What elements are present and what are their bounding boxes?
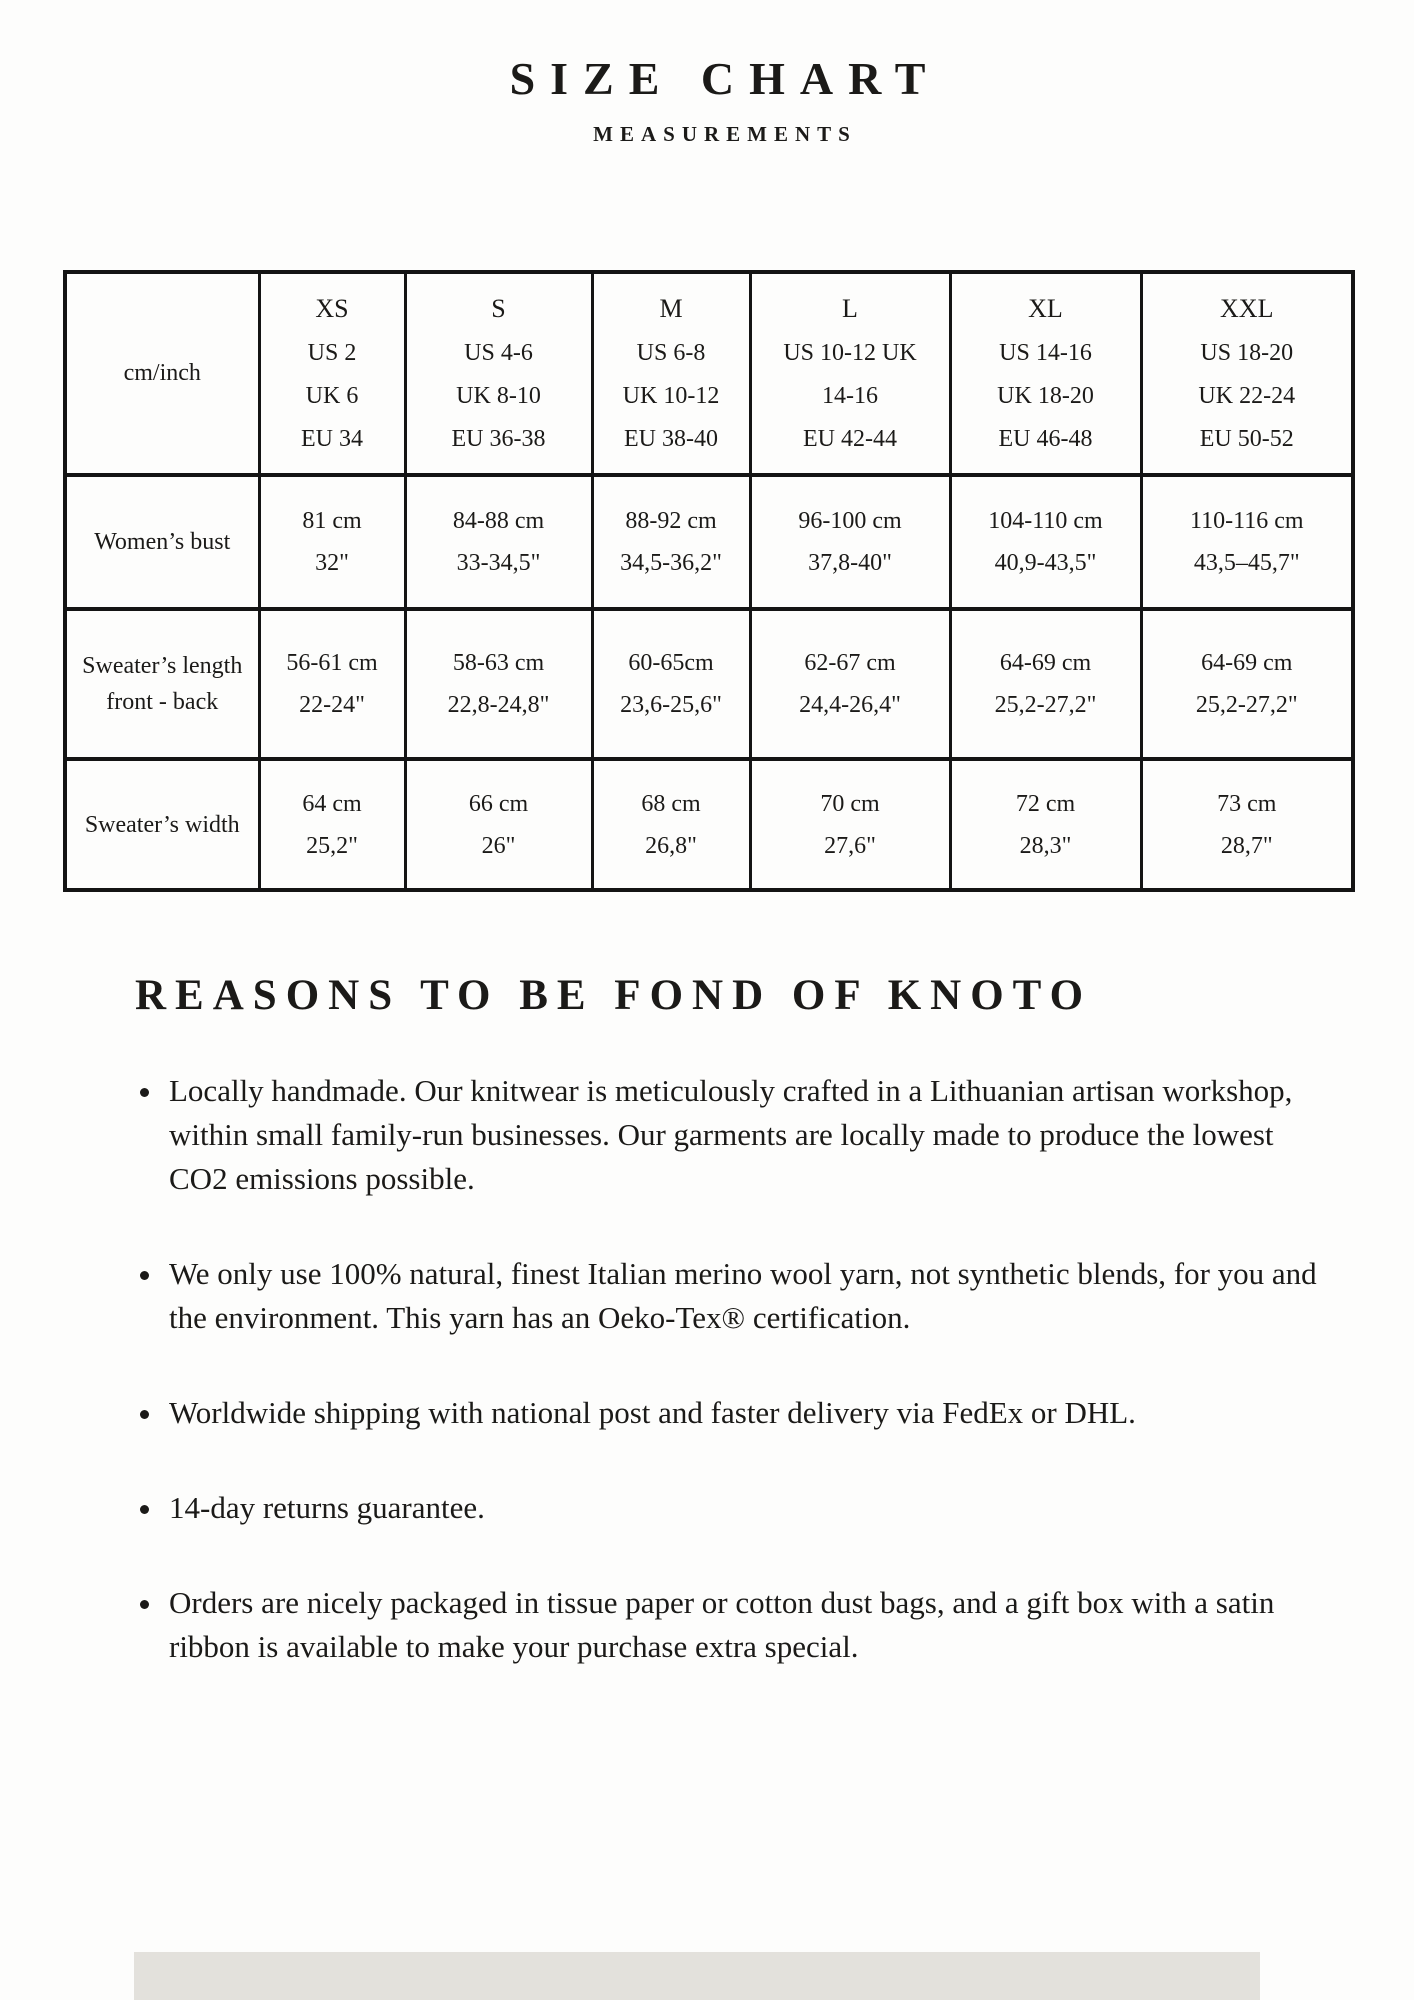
table-row-sweater-length: [65, 609, 1353, 759]
row-label-womens-bust: Women’s bust: [65, 475, 259, 609]
size-uk: UK 18-20: [997, 383, 1094, 409]
table-cell: 84-88 cm 33-34,5": [405, 475, 592, 609]
size-eu: EU 46-48: [998, 426, 1093, 452]
list-item: • Worldwide shipping with national post and faster delivery via FedEx or DHL.: [165, 1391, 1320, 1435]
list-item: • Orders are nicely packaged in tissue paper or cotton dust bags, and a gift box with a satin ribbon is available to make your purchase extra special.: [165, 1581, 1320, 1669]
table-cell: 68 cm 26,8": [592, 759, 750, 890]
table-cell: 88-92 cm 34,5-36,2": [592, 475, 750, 609]
size-us: US 6-8: [636, 340, 706, 366]
size-column-m: [592, 272, 750, 475]
size-name-xl: XL: [1028, 294, 1063, 323]
size-column-xxl: [1141, 272, 1353, 475]
table-cell: 81 cm 32": [259, 475, 405, 609]
table-cell: 96-100 cm 37,8-40": [750, 475, 950, 609]
table-cell: 64-69 cm 25,2-27,2": [1141, 609, 1353, 759]
size-us: US 14-16: [999, 340, 1092, 366]
size-uk: UK 6: [305, 383, 359, 409]
size-name-xxl: XXL: [1220, 294, 1274, 323]
size-us: US 2: [307, 340, 357, 366]
table-cell: 58-63 cm 22,8-24,8": [405, 609, 592, 759]
table-cell: 56-61 cm 22-24": [259, 609, 405, 759]
size-name-s: S: [491, 294, 506, 323]
footer-bar: [134, 1952, 1260, 2000]
table-cell: 64-69 cm 25,2-27,2": [950, 609, 1141, 759]
size-name-m: M: [659, 294, 683, 323]
size-eu: EU 34: [301, 426, 363, 452]
table-cell: 72 cm 28,3": [950, 759, 1141, 890]
list-item: • 14-day returns guarantee.: [165, 1486, 1320, 1530]
title-block: [0, 0, 1414, 145]
table-cell: 64 cm 25,2": [259, 759, 405, 890]
size-us: US 4-6: [464, 340, 533, 366]
row-label-sweater-width: Sweater’s width: [65, 759, 259, 890]
table-row-womens-bust: [65, 475, 1353, 609]
size-uk: UK 22-24: [1198, 383, 1296, 409]
size-us: US 10-12 UK: [783, 340, 917, 366]
size-chart-table: [63, 270, 1355, 892]
table-cell: 62-67 cm 24,4-26,4": [750, 609, 950, 759]
table-cell: 73 cm 28,7": [1141, 759, 1353, 890]
list-item: • We only use 100% natural, finest Italian merino wool yarn, not synthetic blends, for you and the environment. This yarn has an Oeko-Tex® certification.: [165, 1252, 1320, 1340]
size-eu: EU 38-40: [624, 426, 718, 452]
size-name-xs: XS: [315, 294, 349, 323]
table-header-row: [65, 272, 1353, 475]
table-cell: 70 cm 27,6": [750, 759, 950, 890]
size-column-l: [750, 272, 950, 475]
table-cell: 104-110 cm 40,9-43,5": [950, 475, 1141, 609]
reasons-section: [135, 972, 1320, 1669]
page-subtitle: MEASUREMENTS: [593, 122, 857, 146]
size-uk: UK 8-10: [456, 383, 541, 409]
list-item: • Locally handmade. Our knitwear is meticulously crafted in a Lithuanian artisan workshop, within small family-run businesses. Our garments are locally made to produce the lowest CO2 emissions possible.: [165, 1069, 1320, 1201]
size-column-xl: [950, 272, 1141, 475]
size-uk: UK 10-12: [622, 383, 720, 409]
reasons-list: [135, 1069, 1320, 1669]
size-eu: EU 50-52: [1199, 426, 1294, 452]
table-cell: 66 cm 26": [405, 759, 592, 890]
table-cell: 110-116 cm 43,5–45,7": [1141, 475, 1353, 609]
size-column-xs: [259, 272, 405, 475]
size-us: US 18-20: [1200, 340, 1294, 366]
size-column-s: [405, 272, 592, 475]
size-name-l: L: [842, 294, 858, 323]
size-eu: EU 36-38: [451, 426, 546, 452]
units-corner-cell: cm/inch: [65, 272, 259, 475]
table-row-sweater-width: [65, 759, 1353, 890]
table-cell: 60-65cm 23,6-25,6": [592, 609, 750, 759]
reasons-heading: REASONS TO BE FOND OF KNOTO: [135, 972, 1093, 1019]
size-uk: 14-16: [822, 383, 878, 409]
size-eu: EU 42-44: [803, 426, 897, 452]
page-title: SIZE CHART: [509, 53, 941, 104]
row-label-sweater-length: Sweater’s length front - back: [65, 609, 259, 759]
